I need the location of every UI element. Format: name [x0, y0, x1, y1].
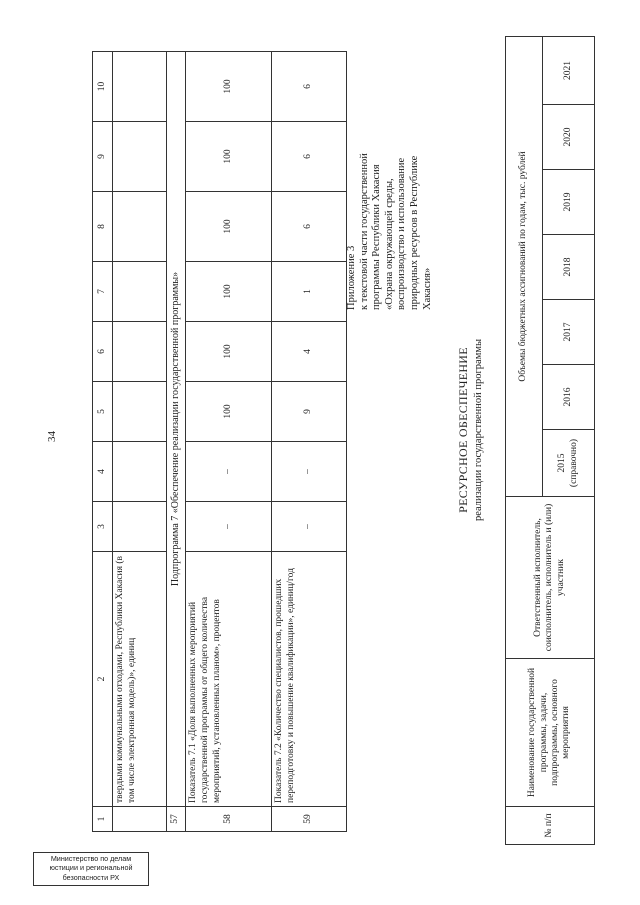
- indicator-name-cell: Показатель 7.1 «Доля выполненных мероприятий государственной программы от общего количества мероприятий, установленных планом», процентов: [186, 552, 272, 807]
- stamp-line: Министерство по делам: [50, 854, 132, 863]
- page-number: 34: [46, 431, 58, 442]
- appendix-line: воспроизводство и использование: [396, 157, 408, 310]
- year-cell: 2020: [543, 105, 595, 170]
- row-number-cell: [113, 807, 167, 832]
- table-header-row: [93, 52, 113, 832]
- value-cell: 9: [271, 382, 346, 442]
- header-cell: 7: [93, 262, 113, 322]
- value-cell: 4: [271, 322, 346, 382]
- registration-stamp: [33, 852, 149, 886]
- indicator-name-cell: Показатель 7.2 «Количество специалистов, прошедших переподготовку и повышение квалификации», единиц/год: [271, 552, 346, 807]
- year-cell: 2021: [543, 36, 595, 104]
- indicators-table: [92, 52, 347, 832]
- subprogram-title-cell: Подпрограмма 7 «Обеспечение реализации государственной программы»: [166, 52, 185, 807]
- value-cell: –: [186, 442, 272, 502]
- year-cell: 2017: [543, 300, 595, 365]
- stamp-line: безопасности РХ: [62, 872, 120, 882]
- header-cell-name: Наименование государственной программы, задачи, подпрограммы, основного мероприятия: [506, 659, 595, 807]
- title-sub: реализации государственной программы: [473, 338, 484, 522]
- appendix-line: к текстовой части государственной: [358, 153, 370, 310]
- row-number-cell: 58: [186, 807, 272, 832]
- header-cell-budget: Объемы бюджетных ассигнований по годам, тыс. рублей: [506, 36, 543, 496]
- value-cell: 6: [271, 192, 346, 262]
- header-cell: 9: [93, 122, 113, 192]
- header-cell-number: № п/п: [506, 807, 595, 845]
- year-cell: 2016: [543, 365, 595, 430]
- value-cell: 100: [186, 52, 272, 122]
- value-cell: –: [271, 502, 346, 552]
- appendix-line: природных ресурсов в Республике: [408, 155, 420, 310]
- header-cell: 10: [93, 52, 113, 122]
- value-cell: 100: [186, 122, 272, 192]
- appendix-line: программы Республики Хакасия: [371, 164, 383, 310]
- header-cell-executor: Ответственный исполнитель, соисполнитель, исполнитель и (или) участник: [506, 497, 595, 659]
- appendix-line: Приложение 3: [346, 245, 357, 310]
- row-number-cell: 57: [166, 807, 185, 832]
- resource-table: [505, 37, 595, 845]
- value-cell: 6: [271, 122, 346, 192]
- table-row: [186, 52, 272, 832]
- title-main: РЕСУРСНОЕ ОБЕСПЕЧЕНИЕ: [456, 347, 470, 513]
- year-cell: 2019: [543, 170, 595, 235]
- value-cell: 1: [271, 262, 346, 322]
- value-cell: 100: [186, 262, 272, 322]
- table-row: [113, 52, 167, 832]
- appendix-line: «Охрана окружающей среды,: [383, 178, 395, 310]
- stamp-line: юстиции и региональной: [49, 863, 133, 873]
- value-cell: –: [271, 442, 346, 502]
- table-header-row: [506, 36, 543, 844]
- table-row: [271, 52, 346, 832]
- header-cell: 2: [93, 552, 113, 807]
- header-cell: 8: [93, 192, 113, 262]
- value-cell: 100: [186, 382, 272, 442]
- value-cell: 100: [186, 192, 272, 262]
- header-cell: 5: [93, 382, 113, 442]
- appendix-line: Хакасия»: [421, 267, 433, 310]
- header-cell: 3: [93, 502, 113, 552]
- row-number-cell: 59: [271, 807, 346, 832]
- value-cell: 6: [271, 52, 346, 122]
- indicator-name-cell: твердыми коммунальными отходами, Республики Хакасия (в том числе электронная модель)», единиц: [113, 552, 167, 807]
- appendix-note: [346, 20, 434, 310]
- section-title: [456, 220, 484, 640]
- header-cell: 1: [93, 807, 113, 832]
- header-cell: 4: [93, 442, 113, 502]
- header-cell: 6: [93, 322, 113, 382]
- value-cell: 100: [186, 322, 272, 382]
- subprogram-row: [166, 52, 185, 832]
- year-cell: 2018: [543, 235, 595, 300]
- value-cell: –: [186, 502, 272, 552]
- year-cell: 2015 (справочно): [543, 430, 595, 497]
